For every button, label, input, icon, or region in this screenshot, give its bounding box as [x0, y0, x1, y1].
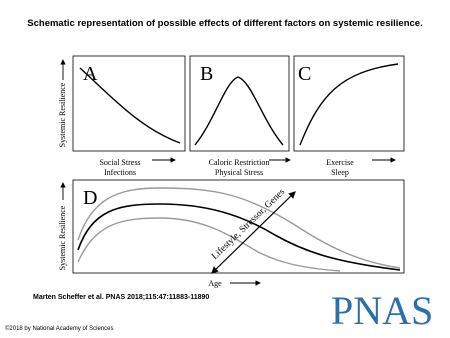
panel-c-letter: C — [298, 63, 312, 85]
panel-b-xlabel-2: Physical Stress — [214, 168, 264, 177]
panel-d-arrow-label: Lifestyle, Stressor, Genes — [210, 187, 288, 262]
panel-d-curve-lower-light — [78, 218, 340, 271]
panel-b-curve — [195, 77, 283, 145]
pnas-logo-text: PNAS — [331, 290, 434, 330]
panel-c-xlabel-2: Sleep — [331, 168, 349, 177]
panel-c-curve — [300, 64, 398, 145]
panel-b-letter: B — [200, 63, 214, 85]
figure-title: Schematic representation of possible effects of different factors on systemic resilience. — [27, 18, 423, 29]
copyright: ©2018 by National Academy of Sciences — [5, 326, 114, 332]
panel-a-xlabel-1: Social Stress — [99, 158, 141, 167]
panel-a-letter: A — [83, 63, 98, 85]
panel-c — [294, 56, 404, 177]
y-axis-label-top: Systemic Resilience — [58, 82, 67, 148]
panel-b-xlabel-1: Caloric Restriction — [208, 158, 270, 167]
panel-d-xlabel: Age — [208, 279, 222, 288]
panel-a-xlabel-2: Infections — [104, 168, 136, 177]
citation: Marten Scheffer et al. PNAS 2018;115:47:11883-11890 — [33, 294, 210, 301]
panel-a — [73, 56, 185, 177]
y-axis-label-bottom: Systemic Resilience — [58, 205, 67, 271]
panel-c-xlabel-1: Exercise — [326, 158, 354, 167]
pnas-logo — [331, 290, 436, 330]
panel-b — [190, 56, 290, 177]
panel-d — [73, 180, 404, 288]
panel-d-letter: D — [83, 187, 98, 209]
